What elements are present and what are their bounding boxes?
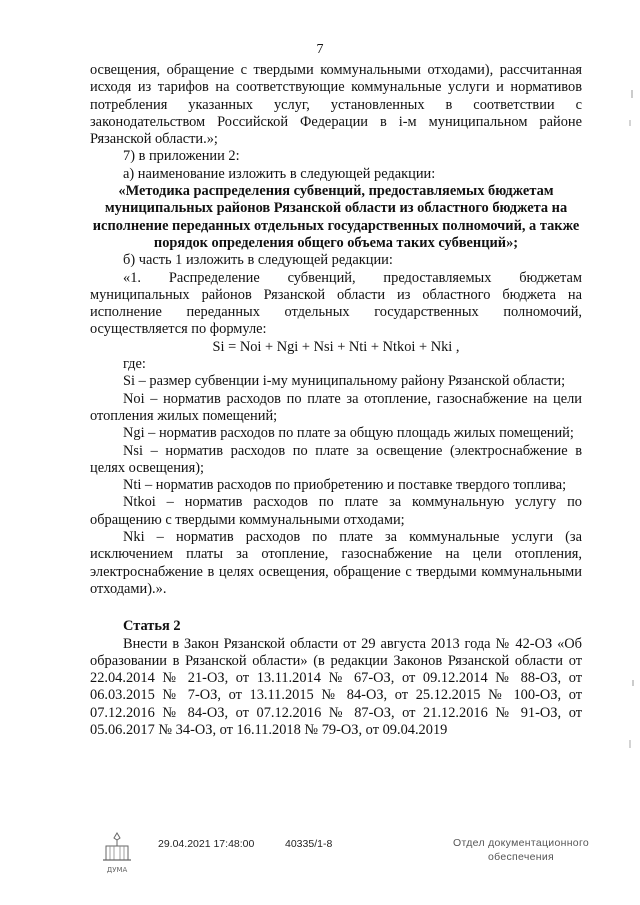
paragraph-item-b: б) часть 1 изложить в следующей редакции: — [123, 252, 393, 269]
stamp-line-2: обеспечения — [488, 851, 554, 863]
document-number: 40335/1-8 — [285, 838, 333, 850]
paragraph-item-a: а) наименование изложить в следующей редакции: — [123, 165, 436, 182]
document-body — [90, 62, 582, 739]
article-heading: Статья 2 — [123, 618, 181, 635]
duma-emblem-icon — [100, 830, 134, 876]
footer — [0, 838, 640, 898]
department-stamp — [446, 836, 596, 864]
definition-nki: Nki – норматив расходов по плате за коммунальные услуги (за исключением платы за отопление, газоснабжение на цели отопления, электроснабжение в целях освещения, обращение с твердыми коммунальными отходами).». — [90, 529, 582, 597]
article-text: Внести в Закон Рязанской области от 29 августа 2013 года № 42-ОЗ «Об образовании в Рязанской области» (в редакции Законов Рязанской области от 22.04.2014 № 21-ОЗ, от 13.11.2014 № 67-ОЗ, от 09.12.2014 № 88-ОЗ, от 06.03.2015 № 7-ОЗ, от 13.11.2015 № 84-ОЗ, от 25.12.2015 № 100-ОЗ, от 07.12.2016 № 84-ОЗ, от 07.12.2016 № 87-ОЗ, от 21.12.2016 № 91-ОЗ, от 05.06.2017 № 34-ОЗ, от 16.11.2018 № 79-ОЗ, от 09.04.2019 — [90, 635, 582, 738]
definition-noi: Noi – норматив расходов по плате за отопление, газоснабжение на цели отопления жилых помещений; — [90, 390, 582, 424]
page-number: 7 — [316, 42, 324, 57]
where-label: где: — [123, 356, 146, 373]
methodology-title: «Методика распределения субвенций, предоставляемых бюджетам муниципальных районов Рязанской области из областного бюджета на исполнение переданных отдельных государственных полномочий, а также порядок определения общего объема таких субвенций»; — [92, 183, 580, 251]
definition-ngi: Ngi – норматив расходов по плате за общую площадь жилых помещений; — [123, 425, 574, 442]
formula: Si = Noi + Ngi + Nsi + Nti + Ntkoi + Nki , — [212, 338, 460, 355]
margin-marks — [618, 80, 638, 780]
spacer — [90, 598, 582, 618]
paragraph-continuation: освещения, обращение с твердыми коммунальными отходами), рассчитанная исходя из тарифов на соответствующие коммунальные услуги и нормативов потребления указанных услуг, установленных в соответствии с законодательством Российской Федерации в i-м муниципальном районе Рязанской области.»; — [90, 62, 582, 148]
paragraph-part-1: «1. Распределение субвенций, предоставляемых бюджетам муниципальных районов Рязанской области из областного бюджета на исполнение переданных отдельных государственных полномочий, осуществляется по формуле: — [90, 269, 582, 338]
definition-ntkoi: Ntkoi – норматив расходов по плате за коммунальную услугу по обращению с твердыми коммунальными отходами; — [90, 494, 582, 528]
definition-nti: Nti – норматив расходов по приобретению и поставке твердого топлива; — [123, 477, 567, 494]
definition-si: Si – размер субвенции i-му муниципальному району Рязанской области; — [123, 373, 566, 390]
svg-text:ДУМА: ДУМА — [106, 866, 128, 874]
paragraph-item-7: 7) в приложении 2: — [123, 148, 240, 165]
definition-nsi: Nsi – норматив расходов по плате за освещение (электроснабжение в целях освещения); — [90, 442, 582, 476]
timestamp: 29.04.2021 17:48:00 — [158, 838, 255, 850]
stamp-line-1: Отдел документационного — [453, 837, 589, 849]
